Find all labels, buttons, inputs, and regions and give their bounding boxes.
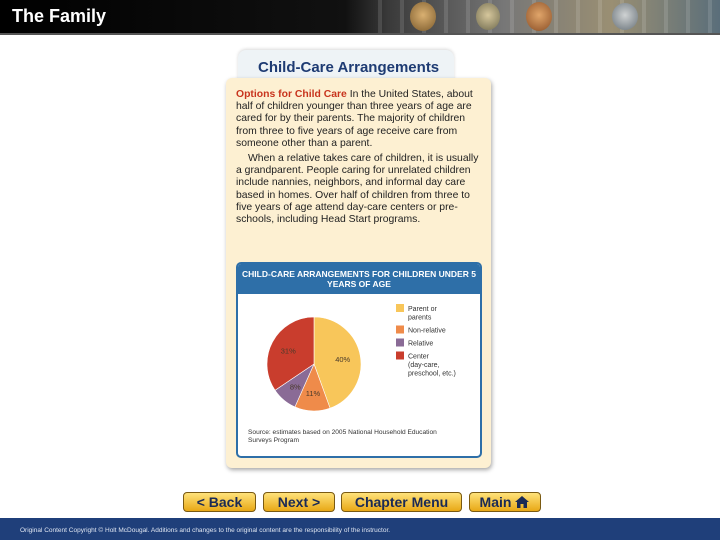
- legend-label: Relative: [408, 340, 434, 348]
- legend-label: Parent or parents: [408, 306, 437, 322]
- home-icon: [514, 495, 530, 509]
- main-button-label: Main: [479, 494, 512, 510]
- main-button[interactable]: [469, 492, 541, 512]
- paragraph-2: When a relative takes care of children, it is usually a grandparent. People caring for unrelated children include nannies, neighbors, and informal day care based in homes. Over half of children from three to five years of age attend day-care centers or pre-schools, including Head Start programs.: [236, 153, 479, 226]
- chart-title: CHILD-CARE ARRANGEMENTS FOR CHILDREN UNDER 5 YEARS OF AGE: [238, 264, 480, 294]
- card-title: Child-Care Arrangements: [258, 59, 440, 76]
- legend-label: Non-relative: [408, 327, 446, 335]
- chapter-menu-button-label: Chapter Menu: [354, 494, 449, 510]
- paragraph-1-text: In the United States, about half of children younger than three years of age are cared for by their parents. The majority of children from three to five years of age receive care from someone other than a parent.: [236, 89, 473, 149]
- pie-slice-label: 8%: [289, 382, 301, 392]
- copyright-text: Original Content Copyright © Holt McDougal. Additions and changes to the original content are the responsibility of the instructor.: [20, 527, 391, 534]
- header-bar: [0, 0, 720, 33]
- chart-source-note: Source: estimates based on 2005 National Household Education Surveys Program: [248, 429, 437, 444]
- legend-swatch: [396, 352, 404, 360]
- legend-swatch: [396, 339, 404, 347]
- header-face-image: [612, 3, 638, 30]
- pie-chart-panel: [236, 262, 482, 458]
- pie-slice-label: 40%: [335, 354, 351, 364]
- chapter-menu-button[interactable]: [341, 492, 462, 512]
- legend-swatch: [396, 326, 404, 334]
- page-title: The Family: [12, 6, 107, 26]
- header-face-image: [526, 2, 552, 31]
- paragraph-1: [236, 89, 484, 150]
- back-button-label: < Back: [196, 494, 243, 510]
- pie-slice-label: 31%: [280, 346, 296, 356]
- legend-swatch: [396, 304, 404, 312]
- next-button-label: Next >: [277, 494, 321, 510]
- next-button[interactable]: [263, 492, 335, 512]
- lead-heading: Options for Child Care: [236, 89, 347, 100]
- header-face-image: [410, 2, 436, 31]
- card-text: [236, 89, 484, 229]
- pie-chart: [238, 264, 480, 456]
- header-divider: [0, 33, 720, 35]
- legend-label: Center (day-care, preschool, etc.): [408, 353, 456, 378]
- back-button[interactable]: [183, 492, 256, 512]
- header-face-image: [476, 3, 500, 30]
- pie-slice-label: 11%: [305, 389, 321, 399]
